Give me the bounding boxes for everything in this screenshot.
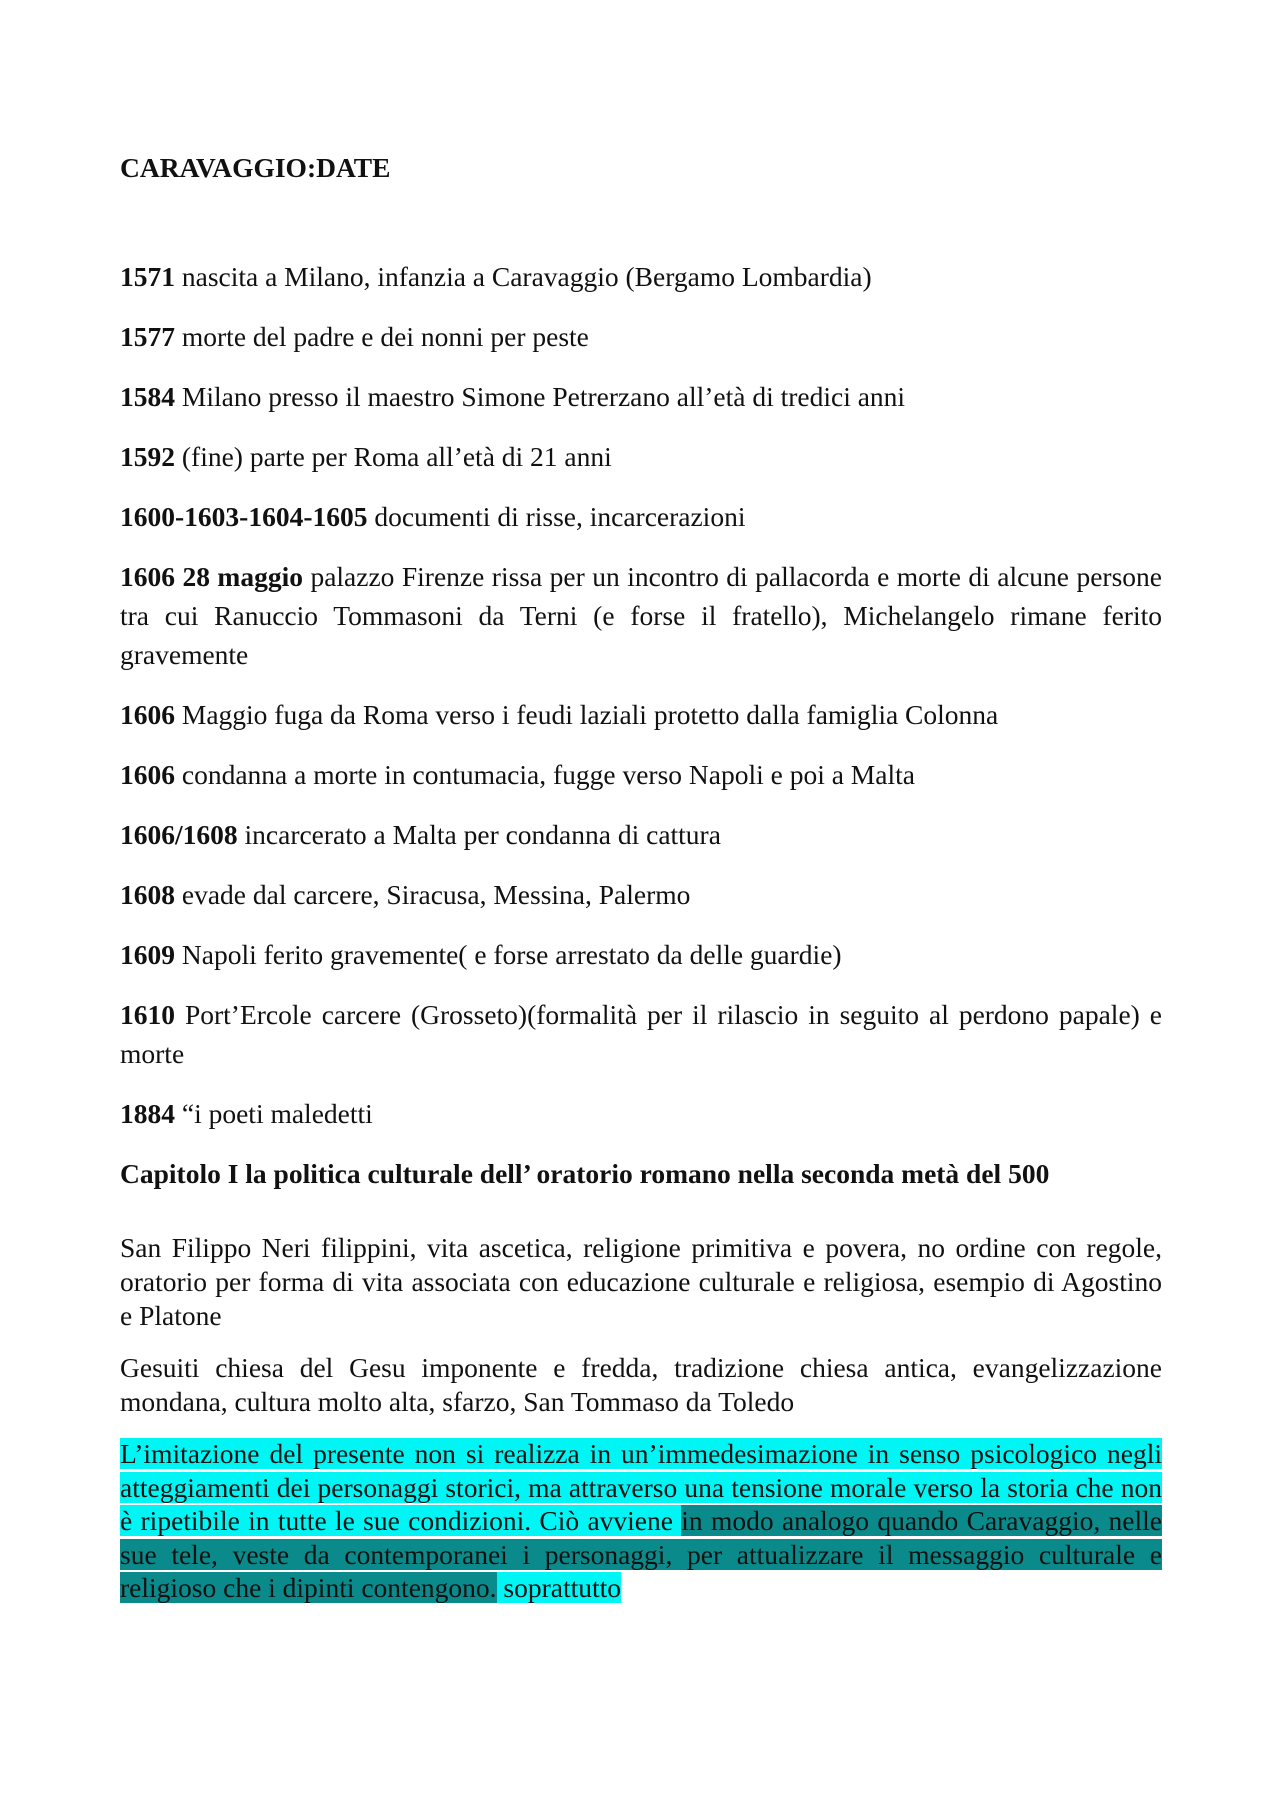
timeline-text: condanna a morte in contumacia, fugge verso Napoli e poi a Malta	[175, 759, 915, 790]
timeline-text: palazzo Firenze rissa per un incontro di pallacorda e morte di alcune persone tra cui Ranuccio Tommasoni da Terni (e forse il fratello), Michelangelo rimane ferito gravemente	[120, 561, 1162, 670]
timeline-date: 1571	[120, 261, 175, 292]
timeline-entry	[120, 995, 1162, 1073]
timeline-date: 1610	[120, 999, 175, 1030]
timeline-entry	[120, 935, 1162, 974]
timeline-date: 1608	[120, 879, 175, 910]
document-title: CARAVAGGIO:DATE	[120, 152, 391, 183]
timeline-date: 1884	[120, 1098, 175, 1129]
timeline-text: (fine) parte per Roma all’età di 21 anni	[175, 441, 612, 472]
paragraph-gesuiti: Gesuiti chiesa del Gesu imponente e fredda, tradizione chiesa antica, evangelizzazione mondana, cultura molto alta, sfarzo, San Tommaso da Toledo	[120, 1352, 1162, 1417]
timeline-entry	[120, 437, 1162, 476]
timeline-text: incarcerato a Malta per condanna di cattura	[237, 819, 721, 850]
timeline-entry	[120, 695, 1162, 734]
timeline-text: “i poeti maledetti	[175, 1098, 373, 1129]
timeline-entry	[120, 317, 1162, 356]
document-body	[120, 148, 1162, 1605]
timeline-entry	[120, 815, 1162, 854]
timeline-text: Milano presso il maestro Simone Petrerzano all’età di tredici anni	[175, 381, 906, 412]
highlighted-paragraph	[120, 1437, 1162, 1605]
timeline-text: evade dal carcere, Siracusa, Messina, Palermo	[175, 879, 691, 910]
timeline-text: documenti di risse, incarcerazioni	[367, 501, 746, 532]
timeline-entry	[120, 1094, 1162, 1133]
timeline	[120, 257, 1162, 1133]
timeline-entry	[120, 377, 1162, 416]
timeline-date: 1606	[120, 699, 175, 730]
highlight-cyan-text-end: soprattutto	[496, 1572, 622, 1603]
timeline-entry	[120, 557, 1162, 674]
timeline-text: Port’Ercole carcere (Grosseto)(formalità per il rilascio in seguito al perdono papale) e morte	[120, 999, 1162, 1069]
timeline-date: 1584	[120, 381, 175, 412]
timeline-date: 1606/1608	[120, 819, 238, 850]
timeline-date: 1577	[120, 321, 175, 352]
timeline-text: morte del padre e dei nonni per peste	[175, 321, 589, 352]
highlight-teal-text: in modo analogo quando Caravaggio, nelle sue tele, veste da contemporanei i personaggi, per attualizzare il messaggio culturale e religioso che i dipinti contengono.	[120, 1505, 1162, 1603]
timeline-date: 1606	[120, 759, 175, 790]
timeline-entry	[120, 875, 1162, 914]
timeline-text: Maggio fuga da Roma verso i feudi laziali protetto dalla famiglia Colonna	[175, 699, 999, 730]
timeline-date: 1592	[120, 441, 175, 472]
timeline-text: nascita a Milano, infanzia a Caravaggio (Bergamo Lombardia)	[175, 261, 872, 292]
timeline-text: Napoli ferito gravemente( e forse arrestato da delle guardie)	[175, 939, 842, 970]
chapter-heading: Capitolo I la politica culturale dell’ oratorio romano nella seconda metà del 500	[120, 1158, 1050, 1189]
timeline-entry	[120, 497, 1162, 536]
timeline-date: 1609	[120, 939, 175, 970]
highlight-cyan-text: L’imitazione del presente non si realizza in un’immedesimazione in senso psicologico negli atteggiamenti dei personaggi storici, ma attraverso una tensione morale verso la storia che non è ripetibile in tutte le sue condizioni. Ciò avviene	[120, 1438, 1162, 1536]
paragraph-filippini: San Filippo Neri filippini, vita ascetica, religione primitiva e povera, no ordine con regole, oratorio per forma di vita associata con educazione culturale e religiosa, esempio di Agostino e Platone	[120, 1232, 1162, 1331]
timeline-entry	[120, 257, 1162, 296]
timeline-entry	[120, 755, 1162, 794]
timeline-date: 1606 28 maggio	[120, 561, 303, 592]
timeline-date: 1600-1603-1604-1605	[120, 501, 368, 532]
